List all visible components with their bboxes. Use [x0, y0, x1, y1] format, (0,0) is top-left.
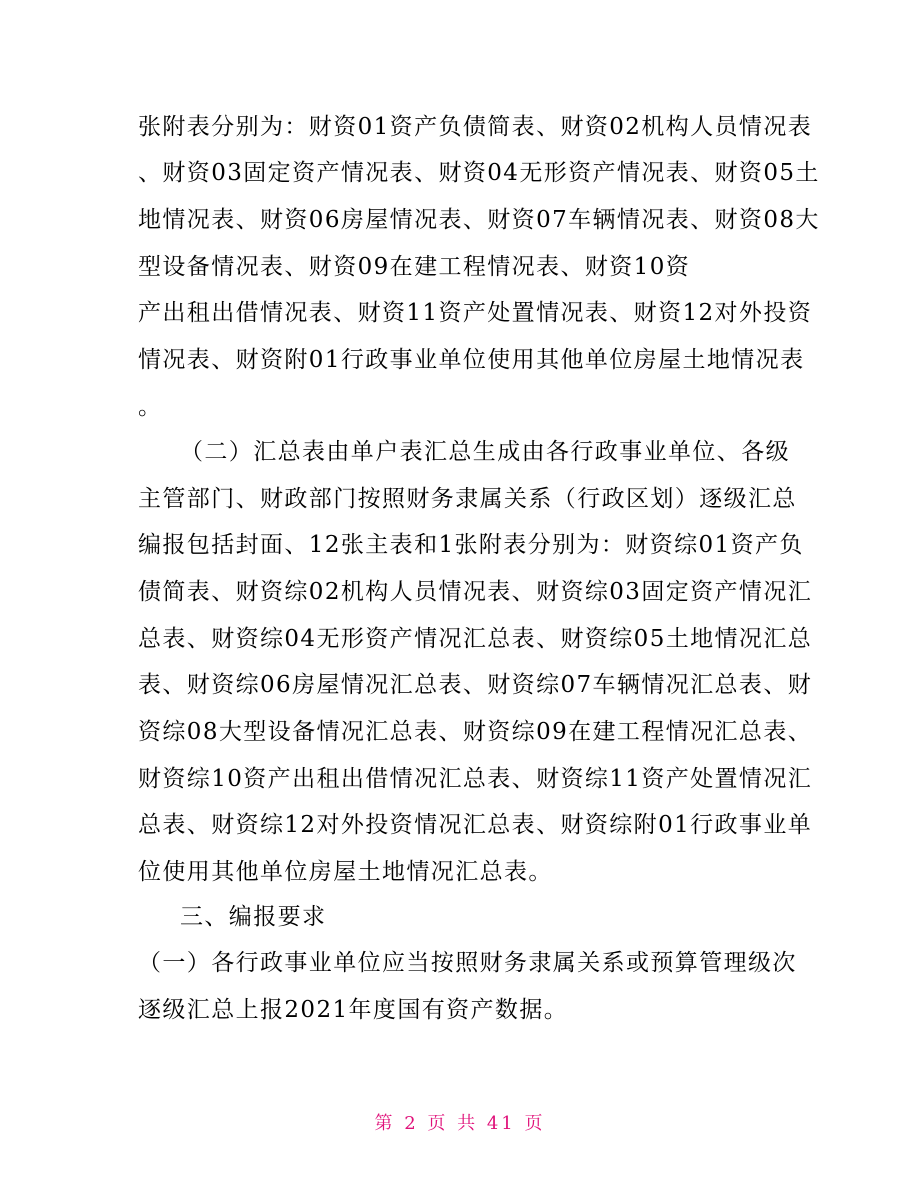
section-heading: 三、编报要求	[180, 904, 327, 930]
text-line: 。	[138, 394, 163, 420]
text-line: 张附表分别为：财资01资产负债简表、财资02机构人员情况表	[138, 114, 813, 140]
text-line: 财资综10资产出租出借情况汇总表、财资综11资产处置情况汇	[138, 766, 813, 792]
text-line: 型设备情况表、财资09在建工程情况表、财资10资	[138, 254, 691, 280]
text-line: 情况表、财资附01行政事业单位使用其他单位房屋土地情况表	[138, 347, 805, 373]
text-line: 产出租出借情况表、财资11资产处置情况表、财资12对外投资	[138, 300, 813, 326]
text-line: 总表、财资综04无形资产情况汇总表、财资综05土地情况汇总	[138, 626, 813, 652]
text-line: 表、财资综06房屋情况汇总表、财资综07车辆情况汇总表、财	[138, 672, 813, 698]
text-line: 资综08大型设备情况汇总表、财资综09在建工程情况汇总表、	[138, 719, 813, 745]
text-line: （一）各行政事业单位应当按照财务隶属关系或预算管理级次	[138, 950, 797, 976]
text-line: 主管部门、财政部门按照财务隶属关系（行政区划）逐级汇总	[138, 486, 797, 512]
text-line: 总表、财资综12对外投资情况汇总表、财资综附01行政事业单	[138, 812, 813, 838]
text-line: 逐级汇总上报2021年度国有资产数据。	[138, 997, 569, 1023]
page-number-footer: 第 2 页 共 41 页	[374, 1113, 546, 1134]
text-line: 地情况表、财资06房屋情况表、财资07车辆情况表、财资08大	[138, 207, 820, 233]
text-line: 编报包括封面、12张主表和1张附表分别为：财资综01资产负	[138, 532, 804, 558]
section-two-paragraph-start: （二）汇总表由单户表汇总生成由各行政事业单位、各级	[180, 439, 790, 465]
text-line: 、财资03固定资产情况表、财资04无形资产情况表、财资05土	[138, 160, 820, 186]
text-line: 债简表、财资综02机构人员情况表、财资综03固定资产情况汇	[138, 579, 813, 605]
text-line: 位使用其他单位房屋土地情况汇总表。	[138, 859, 553, 885]
